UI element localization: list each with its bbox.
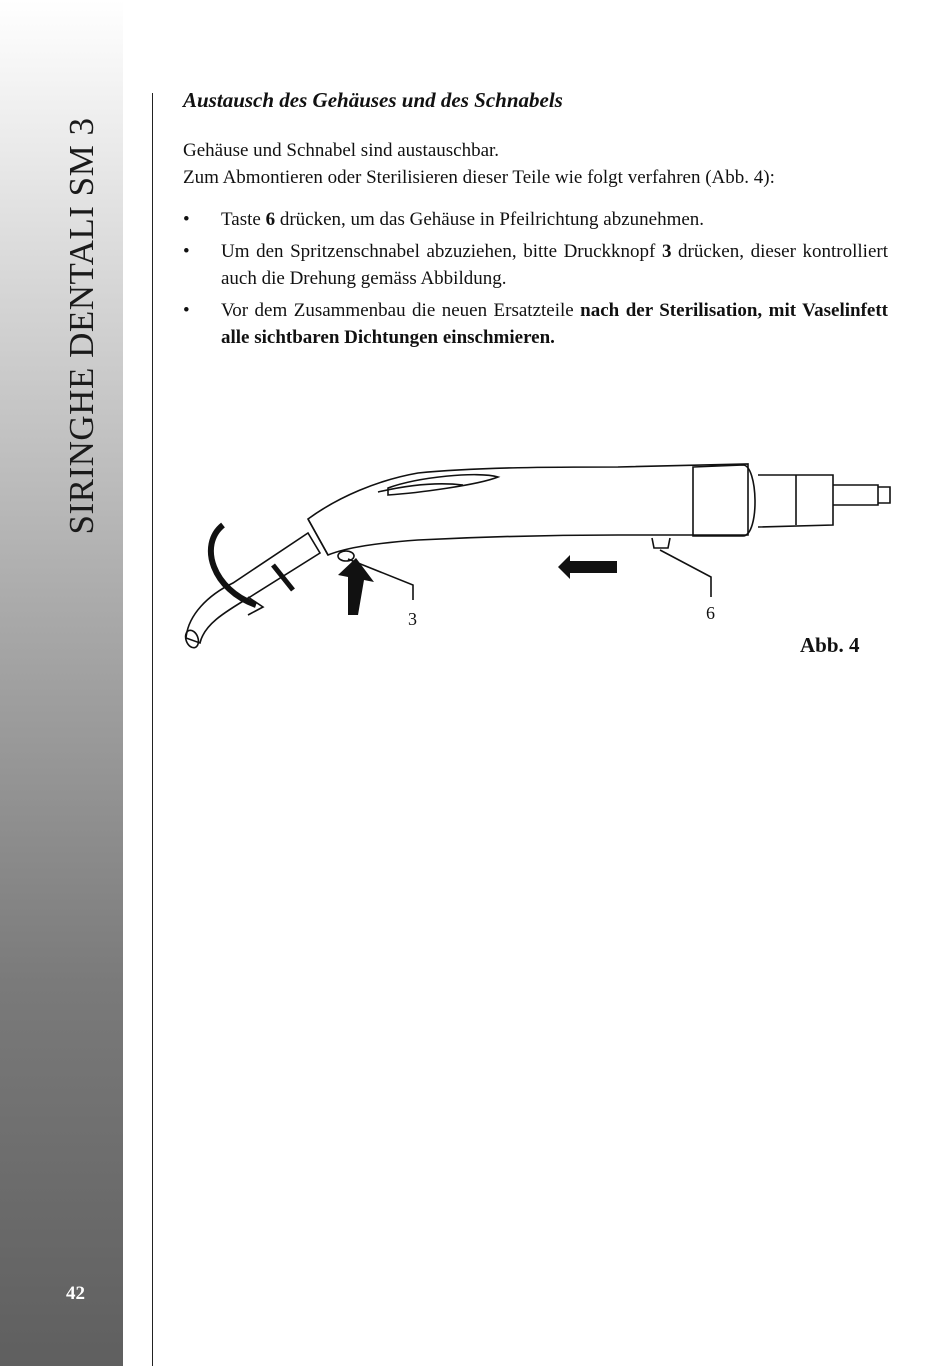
list-item: • Vor dem Zusammenbau die neuen Ersatzteile nach der Sterilisation, mit Vaselinfett alle sichtbaren Dichtungen einschmieren. <box>183 300 889 348</box>
syringe-illustration <box>178 455 908 655</box>
instruction-list <box>183 206 888 356</box>
page-number: 42 <box>66 1283 85 1304</box>
sidebar-band <box>0 0 123 1366</box>
figure-caption: Abb. 4 <box>800 633 860 657</box>
sidebar-title: SIRINGHE DENTALI SM 3 <box>62 117 101 535</box>
list-item: • Um den Spritzenschnabel abzuziehen, bitte Druckknopf 3 drücken, dieser kontrolliert auch die Drehung gemäss Abbildung. <box>183 241 888 289</box>
intro-line-1: Gehäuse und Schnabel sind austauschbar. <box>183 140 500 161</box>
section-heading: Austausch des Gehäuses und des Schnabels <box>183 88 563 112</box>
margin-rule <box>152 93 153 1366</box>
callout-3: 3 <box>408 609 417 629</box>
intro-line-2: Zum Abmontieren oder Sterilisieren dieser Teile wie folgt verfahren (Abb. 4): <box>183 167 775 188</box>
list-item: • Taste 6 drücken, um das Gehäuse in Pfeilrichtung abzunehmen. <box>183 209 705 230</box>
callout-6: 6 <box>706 603 715 623</box>
